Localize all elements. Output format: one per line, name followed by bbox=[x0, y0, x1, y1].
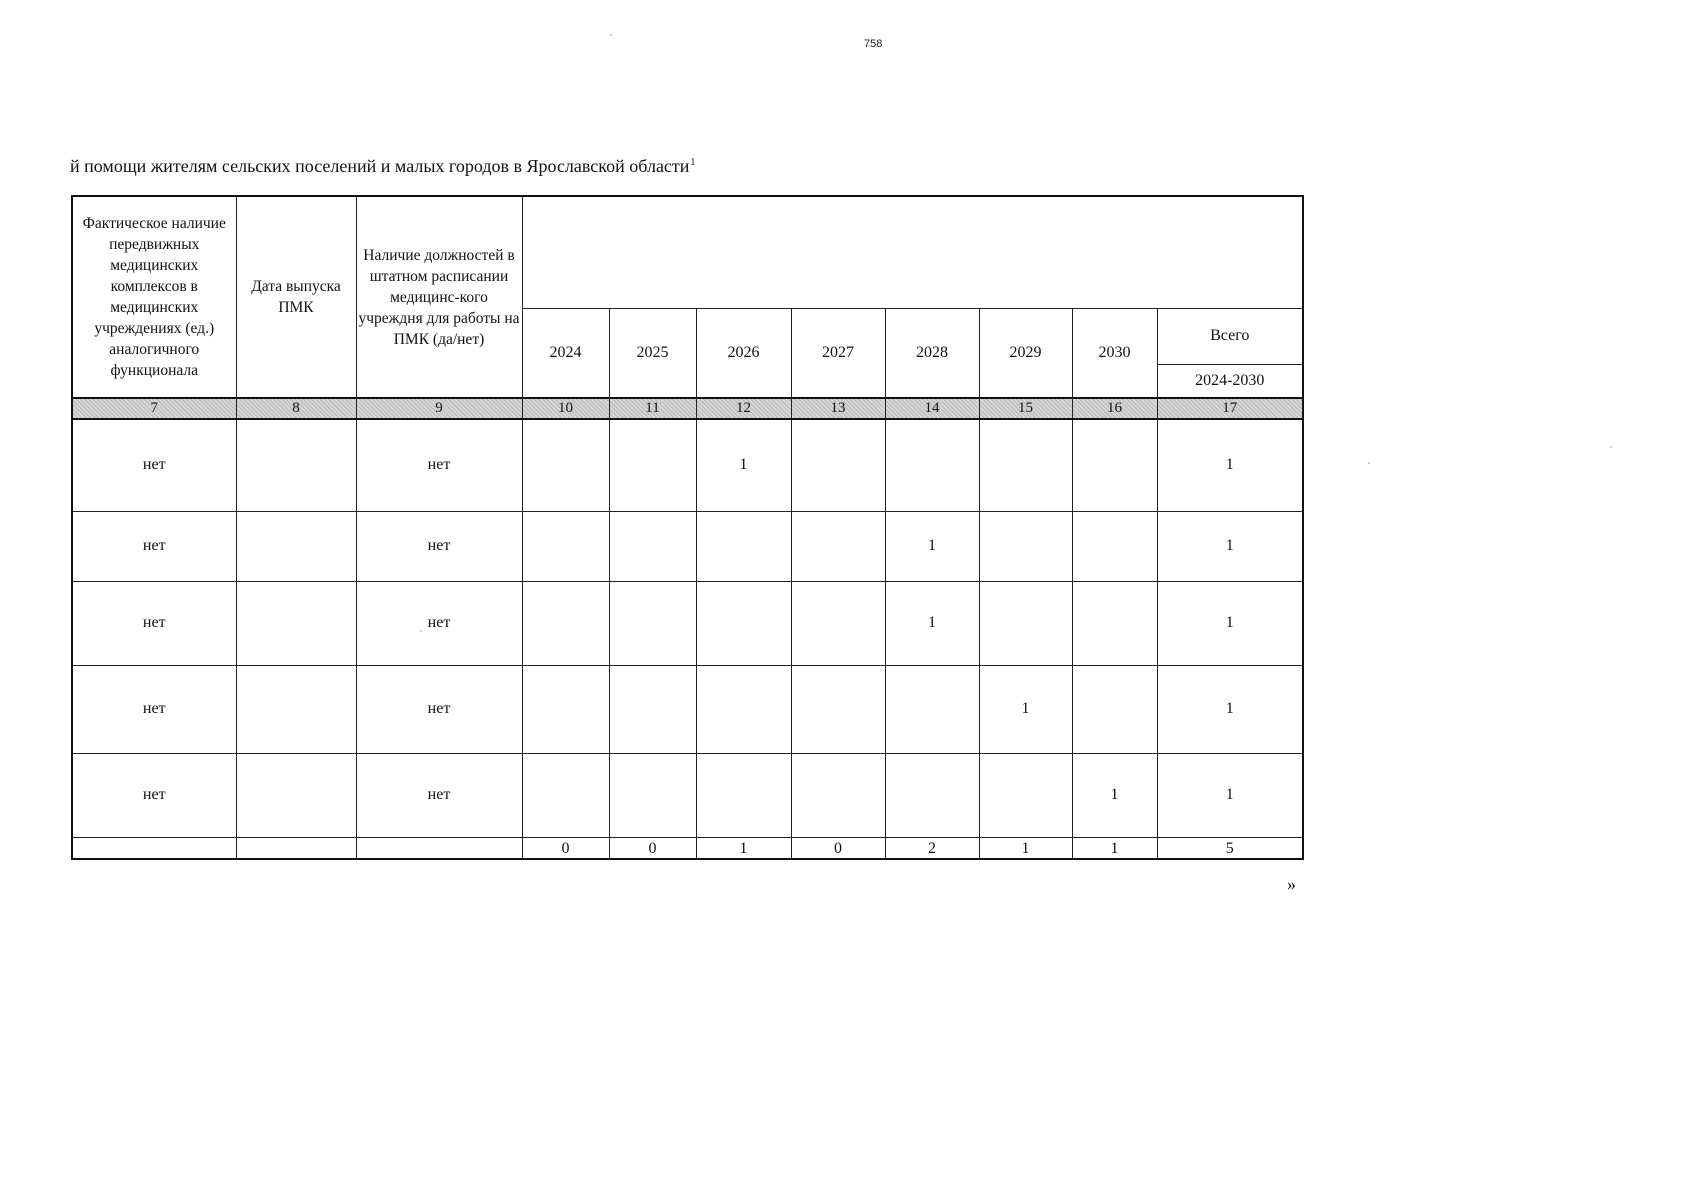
data-table bbox=[71, 195, 1304, 860]
row-col-7: нет bbox=[72, 665, 236, 753]
row-year-2028 bbox=[885, 665, 979, 753]
scan-speck bbox=[420, 630, 422, 632]
column-number: 9 bbox=[356, 398, 522, 419]
row-col-8 bbox=[236, 581, 356, 665]
header-col-7 bbox=[72, 196, 236, 398]
totals-year-2028: 2 bbox=[885, 837, 979, 859]
row-year-2026 bbox=[696, 665, 791, 753]
scan-speck bbox=[1368, 462, 1370, 464]
row-year-2027 bbox=[791, 419, 885, 511]
header-col-9-text: Наличие должностей в штатном расписании медицинс-кого учреждня для работы на ПМК (да/нет) bbox=[358, 246, 520, 348]
row-year-2027 bbox=[791, 753, 885, 837]
scan-speck bbox=[610, 34, 612, 36]
column-number: 11 bbox=[609, 398, 696, 419]
row-col-9: нет bbox=[356, 511, 522, 581]
row-total: 1 bbox=[1157, 753, 1303, 837]
header-year-2030: 2030 bbox=[1072, 308, 1157, 398]
table-row bbox=[72, 753, 1303, 837]
row-col-7: нет bbox=[72, 511, 236, 581]
document-title bbox=[70, 156, 695, 177]
row-year-2025 bbox=[609, 419, 696, 511]
row-year-2024 bbox=[522, 665, 609, 753]
row-year-2029 bbox=[979, 753, 1072, 837]
row-year-2024 bbox=[522, 419, 609, 511]
row-year-2028 bbox=[885, 753, 979, 837]
row-year-2028: 1 bbox=[885, 511, 979, 581]
row-year-2029 bbox=[979, 511, 1072, 581]
row-total: 1 bbox=[1157, 511, 1303, 581]
row-year-2030 bbox=[1072, 665, 1157, 753]
header-year-2026: 2026 bbox=[696, 308, 791, 398]
row-year-2029: 1 bbox=[979, 665, 1072, 753]
totals-col-8 bbox=[236, 837, 356, 859]
row-year-2025 bbox=[609, 753, 696, 837]
header-years-group bbox=[522, 196, 1303, 308]
column-number: 12 bbox=[696, 398, 791, 419]
row-year-2026 bbox=[696, 753, 791, 837]
row-col-8 bbox=[236, 419, 356, 511]
column-number-row bbox=[72, 398, 1303, 419]
row-year-2027 bbox=[791, 581, 885, 665]
totals-col-7 bbox=[72, 837, 236, 859]
header-year-2029: 2029 bbox=[979, 308, 1072, 398]
totals-grand-total: 5 bbox=[1157, 837, 1303, 859]
data-table-wrapper bbox=[71, 195, 1304, 860]
column-number: 7 bbox=[72, 398, 236, 419]
header-year-2027: 2027 bbox=[791, 308, 885, 398]
row-year-2026 bbox=[696, 581, 791, 665]
row-col-8 bbox=[236, 753, 356, 837]
totals-year-2026: 1 bbox=[696, 837, 791, 859]
row-year-2027 bbox=[791, 511, 885, 581]
totals-year-2024: 0 bbox=[522, 837, 609, 859]
row-year-2030 bbox=[1072, 419, 1157, 511]
row-year-2030 bbox=[1072, 581, 1157, 665]
row-col-7: нет bbox=[72, 419, 236, 511]
header-total-range: 2024-2030 bbox=[1157, 364, 1303, 398]
row-year-2028: 1 bbox=[885, 581, 979, 665]
closing-quote-mark: » bbox=[1287, 874, 1296, 894]
row-col-9: нет bbox=[356, 665, 522, 753]
header-row-top bbox=[72, 196, 1303, 308]
row-year-2024 bbox=[522, 511, 609, 581]
row-year-2030: 1 bbox=[1072, 753, 1157, 837]
row-total: 1 bbox=[1157, 419, 1303, 511]
table-row bbox=[72, 581, 1303, 665]
header-col-9 bbox=[356, 196, 522, 398]
row-col-8 bbox=[236, 665, 356, 753]
row-year-2030 bbox=[1072, 511, 1157, 581]
header-year-2025: 2025 bbox=[609, 308, 696, 398]
table-row bbox=[72, 511, 1303, 581]
row-year-2026 bbox=[696, 511, 791, 581]
column-number: 16 bbox=[1072, 398, 1157, 419]
row-col-9: нет bbox=[356, 753, 522, 837]
row-year-2029 bbox=[979, 581, 1072, 665]
row-total: 1 bbox=[1157, 581, 1303, 665]
totals-col-9 bbox=[356, 837, 522, 859]
row-col-8 bbox=[236, 511, 356, 581]
row-col-7: нет bbox=[72, 753, 236, 837]
header-col-7-text: Фактическое наличие передвижных медицинских комплексов в медицинских учреждениях (ед.) аналогичного функционала bbox=[82, 215, 226, 379]
row-year-2029 bbox=[979, 419, 1072, 511]
totals-year-2027: 0 bbox=[791, 837, 885, 859]
header-year-2028: 2028 bbox=[885, 308, 979, 398]
page-number: 758 bbox=[864, 38, 883, 50]
document-title-text: й помощи жителям сельских поселений и малых городов в Ярославской области bbox=[70, 156, 690, 176]
row-col-7: нет bbox=[72, 581, 236, 665]
row-year-2024 bbox=[522, 753, 609, 837]
row-year-2026: 1 bbox=[696, 419, 791, 511]
row-year-2025 bbox=[609, 581, 696, 665]
column-number: 13 bbox=[791, 398, 885, 419]
row-year-2025 bbox=[609, 665, 696, 753]
row-col-9: нет bbox=[356, 419, 522, 511]
column-number: 10 bbox=[522, 398, 609, 419]
totals-year-2029: 1 bbox=[979, 837, 1072, 859]
row-year-2028 bbox=[885, 419, 979, 511]
column-number: 17 bbox=[1157, 398, 1303, 419]
header-col-8 bbox=[236, 196, 356, 398]
totals-year-2025: 0 bbox=[609, 837, 696, 859]
row-year-2024 bbox=[522, 581, 609, 665]
row-year-2027 bbox=[791, 665, 885, 753]
totals-row bbox=[72, 837, 1303, 859]
column-number: 8 bbox=[236, 398, 356, 419]
table-row bbox=[72, 419, 1303, 511]
row-total: 1 bbox=[1157, 665, 1303, 753]
row-col-9: нет bbox=[356, 581, 522, 665]
totals-year-2030: 1 bbox=[1072, 837, 1157, 859]
scan-speck bbox=[1610, 446, 1612, 448]
header-col-8-text: Дата выпуска ПМК bbox=[251, 278, 341, 316]
header-total-label: Всего bbox=[1157, 308, 1303, 364]
row-year-2025 bbox=[609, 511, 696, 581]
table-row bbox=[72, 665, 1303, 753]
column-number: 15 bbox=[979, 398, 1072, 419]
header-year-2024: 2024 bbox=[522, 308, 609, 398]
column-number: 14 bbox=[885, 398, 979, 419]
title-footnote-mark: 1 bbox=[690, 157, 696, 168]
